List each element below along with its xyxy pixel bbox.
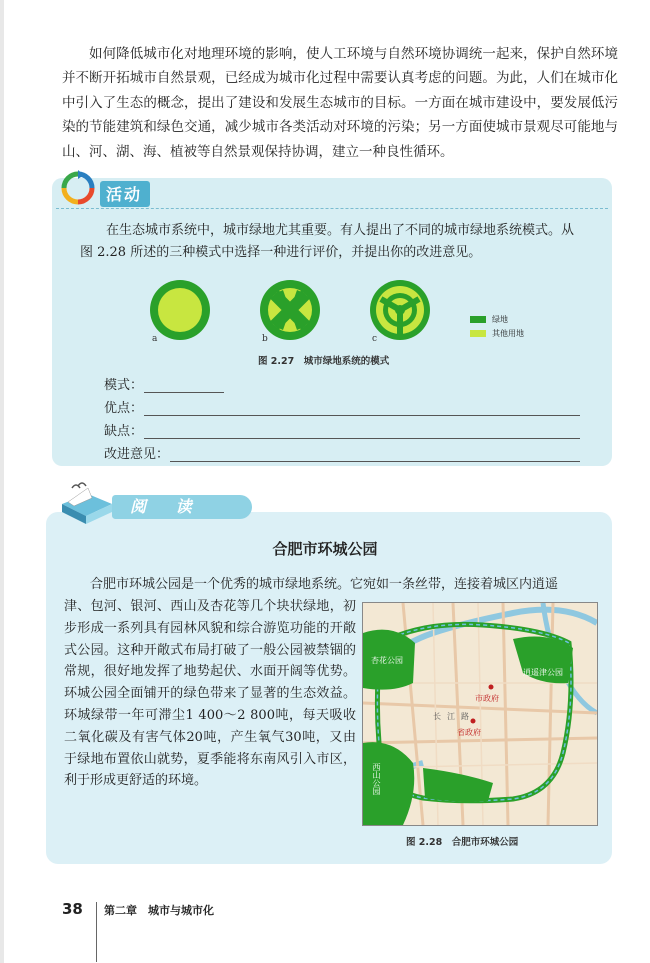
reading-title: 阅 读 [130,497,204,516]
answer-line-suggestions[interactable] [170,461,580,462]
field-label-pros: 优点： [104,401,144,416]
map-label-shizhengfu: 市政府 [475,694,499,703]
map-drawing [363,603,597,825]
page-edge [0,0,4,963]
figure-caption-2-28: 图 2.28 合肥市环城公园 [406,837,519,848]
greenspace-models-figure [150,276,450,348]
model-label-a: a [152,334,158,344]
map-label-shengzhengfu: 省政府 [457,728,481,737]
field-label-suggestions: 改进意见： [104,447,170,462]
field-label-model: 模式： [104,378,144,393]
model-label-c: c [372,334,378,344]
legend-label-other: 其他用地 [492,329,524,338]
map-label-road-1: 长 [433,712,441,721]
answer-line-model[interactable] [144,392,224,393]
answer-line-pros[interactable] [144,415,580,416]
legend [470,314,524,342]
chapter-label: 第二章 城市与城市化 [104,904,214,917]
activity-text: 在生态城市系统中，城市绿地尤其重要。有人提出了不同的城市绿地系统模式。从图 2.28 所述的三种模式中选择一种进行评价，并提出你的改进意见。 [80,223,575,260]
field-label-cons: 缺点： [104,424,144,439]
map-label-xishan: 西山公园 [372,763,381,795]
model-label-b: b [262,334,268,344]
map-label-xiaoyaojin: 逍遥津公园 [523,668,563,677]
map-label-road-2: 江 [447,712,455,721]
open-book-icon [58,482,116,526]
map-label-road-3: 路 [461,712,469,721]
reading-heading: 合肥市环城公园 [272,540,378,558]
map-label-xinghua: 杏花公园 [371,656,403,665]
figure-caption-2-27: 图 2.27 城市绿地系统的模式 [258,356,390,367]
activity-title: 活动 [100,181,150,207]
footer-divider [96,902,97,962]
intro-paragraph: 如何降低城市化对地理环境的影响，使人工环境与自然环境协调统一起来，保护自然环境并不断开拓城市自然景观，已经成为城市化过程中需要认真考虑的问题。为此，人们在城市化中引入了生态的概念，提出了建设和发展生态城市的目标。一方面在城市建设中，要发展低污染的节能建筑和绿色交通，减少城市各类活动对环境的污染；另一方面使城市景观尽可能地与山、河、湖、海、植被等自然景观保持协调，建立一种良性循环。 [62,46,618,160]
divider [56,208,608,209]
model-c [370,280,430,340]
reading-text-line1: 合肥市环城公园是一个优秀的城市绿地系统。它宛如一条丝带，连接着城区内逍遥 [90,577,559,592]
recycle-arrows-icon [60,170,96,206]
reading-text-body: 津、包河、银河、西山及杏花等几个块状绿地，初步形成一系列具有园林风貌和综合游览功能的开敞式公园。这种开敞式布局打破了一般公园被禁锢的常规，很好地发挥了地势起伏、水面开阔等优势。环城公园全面铺开的绿色带来了显著的生态效益。环城绿带一年可滞尘1 400～2 800吨，每天吸收二氧化碳及有害气体20吨，产生氧气30吨，又由于绿地布置依山就势，夏季能将东南风引入市区，利于形成更舒适的环境。 [64,599,356,789]
model-b [260,280,320,340]
page-number: 38 [62,900,83,918]
legend-swatch-other [470,330,486,337]
answer-line-cons[interactable] [144,438,580,439]
legend-label-green: 绿地 [492,315,508,324]
hefei-park-map [362,602,598,826]
legend-swatch-green [470,316,486,323]
